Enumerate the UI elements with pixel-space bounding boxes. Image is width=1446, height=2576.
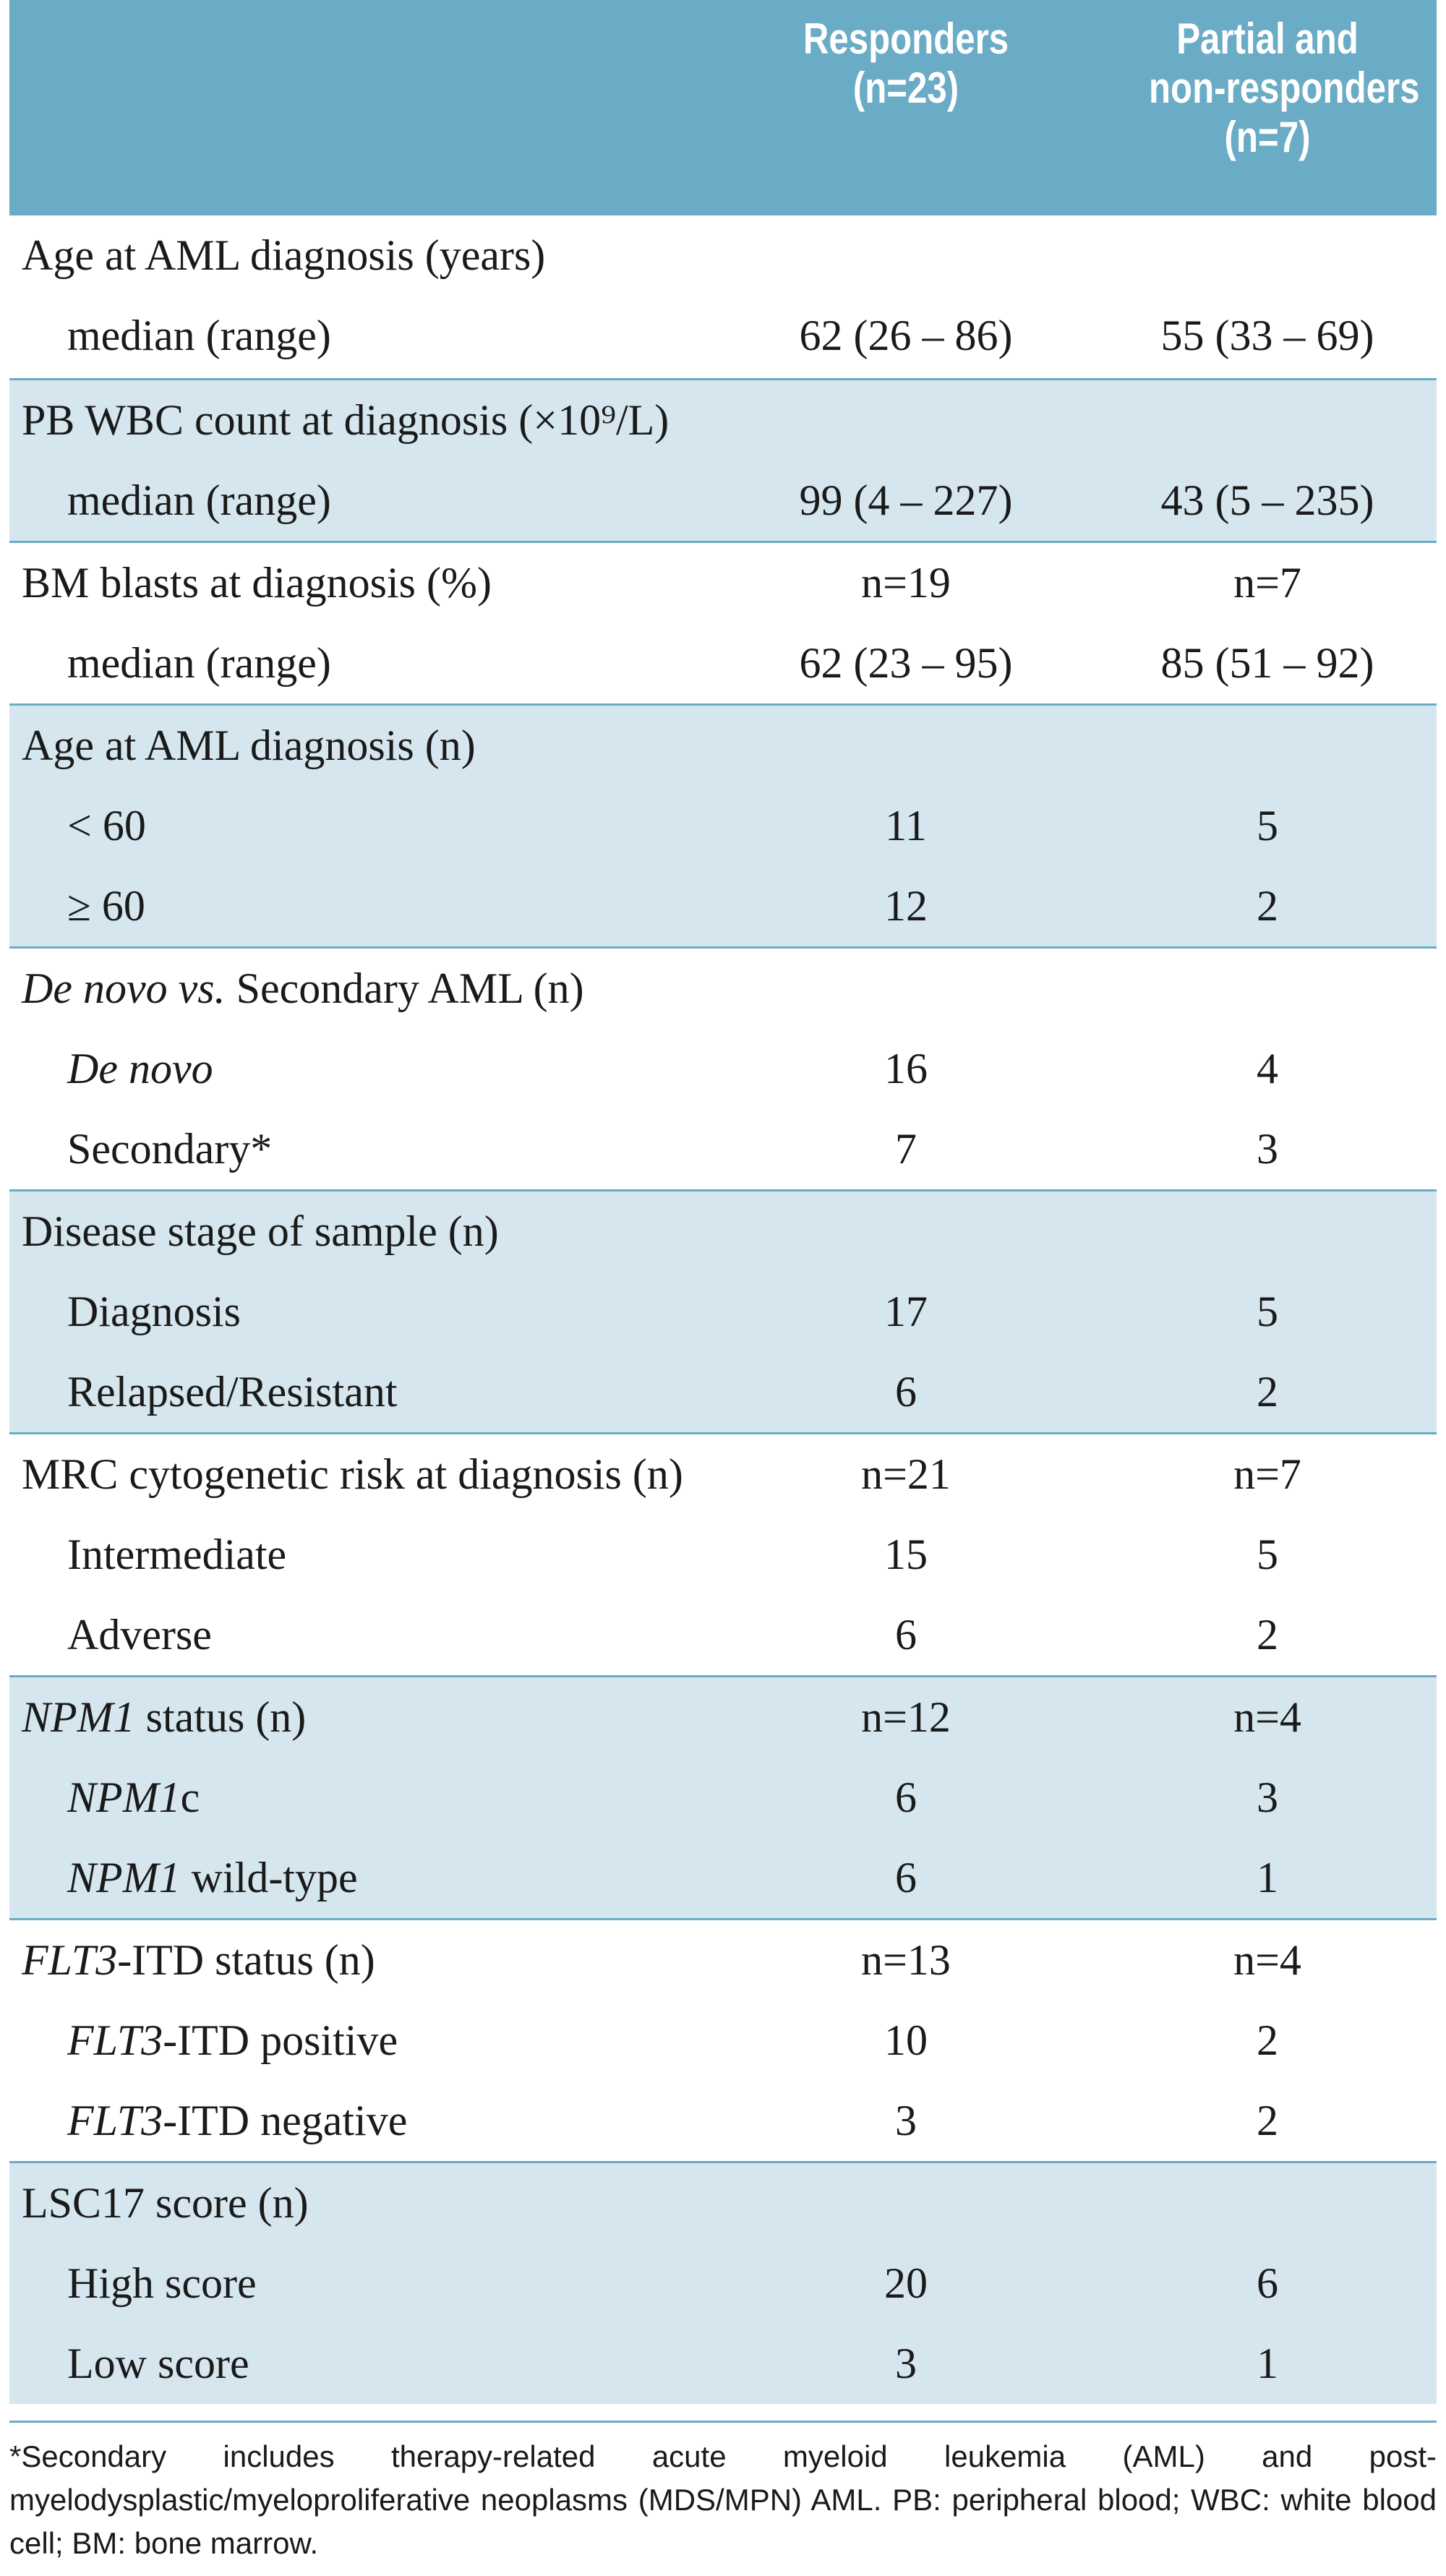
partial-non-responders-value: n=4 bbox=[1233, 1693, 1301, 1741]
row-label: Diagnosis bbox=[67, 1288, 241, 1335]
header-partial-non-responders bbox=[1149, 14, 1420, 162]
table-group bbox=[9, 703, 1437, 946]
row-label-part: wild-type bbox=[180, 1854, 358, 1901]
table-row bbox=[9, 949, 1437, 1029]
table-row bbox=[9, 1595, 1437, 1675]
responders-value: 6 bbox=[895, 1773, 917, 1821]
partial-non-responders-value: n=7 bbox=[1233, 559, 1301, 607]
header-line: Responders bbox=[803, 14, 1009, 63]
responders-value: 7 bbox=[895, 1125, 917, 1173]
table-row bbox=[9, 1838, 1437, 1918]
row-label-part: c bbox=[180, 1773, 200, 1821]
table-row bbox=[9, 2324, 1437, 2404]
row-label: < 60 bbox=[67, 802, 146, 850]
partial-non-responders-value: 4 bbox=[1257, 1045, 1278, 1092]
table-row bbox=[9, 1191, 1437, 1272]
table-group bbox=[9, 1675, 1437, 1918]
partial-non-responders-value: 55 (33 – 69) bbox=[1160, 312, 1374, 359]
table-row bbox=[9, 1758, 1437, 1838]
partial-non-responders-value: 43 (5 – 235) bbox=[1160, 476, 1374, 524]
partial-non-responders-value: 1 bbox=[1257, 1854, 1278, 1901]
responders-value: 15 bbox=[884, 1531, 928, 1578]
table-group bbox=[9, 946, 1437, 1189]
row-label: median (range) bbox=[67, 312, 331, 359]
row-label bbox=[67, 1838, 358, 1918]
table-group bbox=[9, 1189, 1437, 1432]
responders-value: 6 bbox=[895, 1854, 917, 1901]
partial-non-responders-value: n=7 bbox=[1233, 1450, 1301, 1498]
row-label-part: FLT3 bbox=[67, 2097, 163, 2144]
responders-value: 20 bbox=[884, 2259, 928, 2307]
table-group bbox=[9, 215, 1437, 376]
responders-value: 62 (23 – 95) bbox=[799, 639, 1013, 687]
table-row bbox=[9, 786, 1437, 866]
table-row bbox=[9, 866, 1437, 946]
responders-value: 3 bbox=[895, 2097, 917, 2144]
table-row bbox=[9, 2163, 1437, 2243]
row-label-part: -ITD status (n) bbox=[117, 1936, 375, 1984]
table-row bbox=[9, 1109, 1437, 1189]
row-label: median (range) bbox=[67, 639, 331, 687]
row-label: Intermediate bbox=[67, 1531, 287, 1578]
row-label: Relapsed/Resistant bbox=[67, 1368, 398, 1416]
table-row bbox=[9, 1352, 1437, 1432]
table-row bbox=[9, 2243, 1437, 2324]
row-label: MRC cytogenetic risk at diagnosis (n) bbox=[22, 1450, 683, 1498]
responders-value: 17 bbox=[884, 1288, 928, 1335]
header-line: (n=7) bbox=[1224, 113, 1311, 161]
table-group bbox=[9, 1918, 1437, 2161]
header-line: non-responders bbox=[1149, 64, 1420, 112]
partial-non-responders-value: 2 bbox=[1257, 882, 1278, 930]
table-row bbox=[9, 623, 1437, 703]
responders-value: 6 bbox=[895, 1368, 917, 1416]
row-label: median (range) bbox=[67, 476, 331, 524]
partial-non-responders-value: 2 bbox=[1257, 1368, 1278, 1416]
row-label: Age at AML diagnosis (n) bbox=[22, 722, 476, 769]
partial-non-responders-value: 5 bbox=[1257, 802, 1278, 850]
row-label: Secondary* bbox=[67, 1125, 273, 1173]
row-label-part: -ITD negative bbox=[163, 2097, 408, 2144]
partial-non-responders-value: 85 (51 – 92) bbox=[1160, 639, 1374, 687]
responders-value: n=12 bbox=[861, 1693, 951, 1741]
table-row bbox=[9, 706, 1437, 786]
table-row bbox=[9, 543, 1437, 623]
partial-non-responders-value: 3 bbox=[1257, 1125, 1278, 1173]
header-responders bbox=[787, 14, 1024, 113]
row-label: Age at AML diagnosis (years) bbox=[22, 231, 546, 279]
header-line: Partial and bbox=[1176, 14, 1359, 63]
responders-value: 16 bbox=[884, 1045, 928, 1092]
partial-non-responders-value: 2 bbox=[1257, 2016, 1278, 2064]
partial-non-responders-value: 3 bbox=[1257, 1773, 1278, 1821]
row-label bbox=[22, 1677, 306, 1758]
table-row bbox=[9, 2001, 1437, 2081]
partial-non-responders-value: 1 bbox=[1257, 2340, 1278, 2387]
table-row bbox=[9, 461, 1437, 541]
responders-value: n=21 bbox=[861, 1450, 951, 1498]
responders-value: 99 (4 – 227) bbox=[799, 476, 1013, 524]
responders-value: 3 bbox=[895, 2340, 917, 2387]
row-label-part: FLT3 bbox=[22, 1936, 118, 1984]
table-group bbox=[9, 378, 1437, 541]
partial-non-responders-value: 2 bbox=[1257, 1611, 1278, 1659]
row-label: Low score bbox=[67, 2340, 249, 2387]
responders-value: 10 bbox=[884, 2016, 928, 2064]
row-label: LSC17 score (n) bbox=[22, 2179, 309, 2227]
responders-value: 11 bbox=[885, 802, 927, 850]
header-line: (n=23) bbox=[852, 64, 959, 112]
row-label: PB WBC count at diagnosis (×10⁹/L) bbox=[22, 396, 669, 444]
table-row bbox=[9, 1272, 1437, 1352]
row-label: Disease stage of sample (n) bbox=[22, 1207, 499, 1255]
partial-non-responders-value: n=4 bbox=[1233, 1936, 1301, 1984]
row-label: De novo bbox=[67, 1045, 213, 1092]
row-label: High score bbox=[67, 2259, 257, 2307]
responders-value: n=19 bbox=[861, 559, 951, 607]
row-label-part: NPM1 bbox=[22, 1693, 135, 1741]
table-group bbox=[9, 541, 1437, 703]
row-label bbox=[22, 1920, 375, 2001]
table-row bbox=[9, 1515, 1437, 1595]
row-label-part: NPM1 bbox=[67, 1854, 181, 1901]
row-label bbox=[67, 2001, 398, 2081]
partial-non-responders-value: 6 bbox=[1257, 2259, 1278, 2307]
row-label: Adverse bbox=[67, 1611, 212, 1659]
partial-non-responders-value: 5 bbox=[1257, 1288, 1278, 1335]
table-row bbox=[9, 215, 1437, 296]
partial-non-responders-value: 2 bbox=[1257, 2097, 1278, 2144]
row-label-part: Secondary AML (n) bbox=[225, 964, 584, 1012]
partial-non-responders-value: 5 bbox=[1257, 1531, 1278, 1578]
row-label-part: -ITD positive bbox=[163, 2016, 398, 2064]
row-label-part: FLT3 bbox=[67, 2016, 163, 2064]
row-label-part: status (n) bbox=[134, 1693, 307, 1741]
row-label bbox=[67, 1758, 200, 1838]
table-bottom-rule bbox=[9, 2421, 1437, 2423]
table-row bbox=[9, 380, 1437, 461]
row-label-part: NPM1 bbox=[67, 1773, 181, 1821]
table-group bbox=[9, 1432, 1437, 1675]
table-row bbox=[9, 2081, 1437, 2161]
row-label: ≥ 60 bbox=[67, 882, 145, 930]
table-row bbox=[9, 1434, 1437, 1515]
table-footnote: *Secondary includes therapy-related acute myeloid leukemia (AML) and post-myelodysplastic/myeloproliferative neoplasms (MDS/MPN) AML. PB: peripheral blood; WBC: white blood cell; BM: bone marrow. bbox=[9, 2439, 1437, 2560]
row-label bbox=[67, 2081, 407, 2161]
row-label bbox=[22, 949, 584, 1029]
responders-value: 6 bbox=[895, 1611, 917, 1659]
row-label: BM blasts at diagnosis (%) bbox=[22, 559, 492, 607]
row-label-part: De novo vs. bbox=[22, 964, 226, 1012]
table-row bbox=[9, 1677, 1437, 1758]
table-header bbox=[9, 0, 1437, 215]
table-group bbox=[9, 2161, 1437, 2404]
responders-value: n=13 bbox=[861, 1936, 951, 1984]
table-row bbox=[9, 1920, 1437, 2001]
table-row bbox=[9, 296, 1437, 376]
responders-value: 62 (26 – 86) bbox=[799, 312, 1013, 359]
responders-value: 12 bbox=[884, 882, 928, 930]
table-row bbox=[9, 1029, 1437, 1109]
